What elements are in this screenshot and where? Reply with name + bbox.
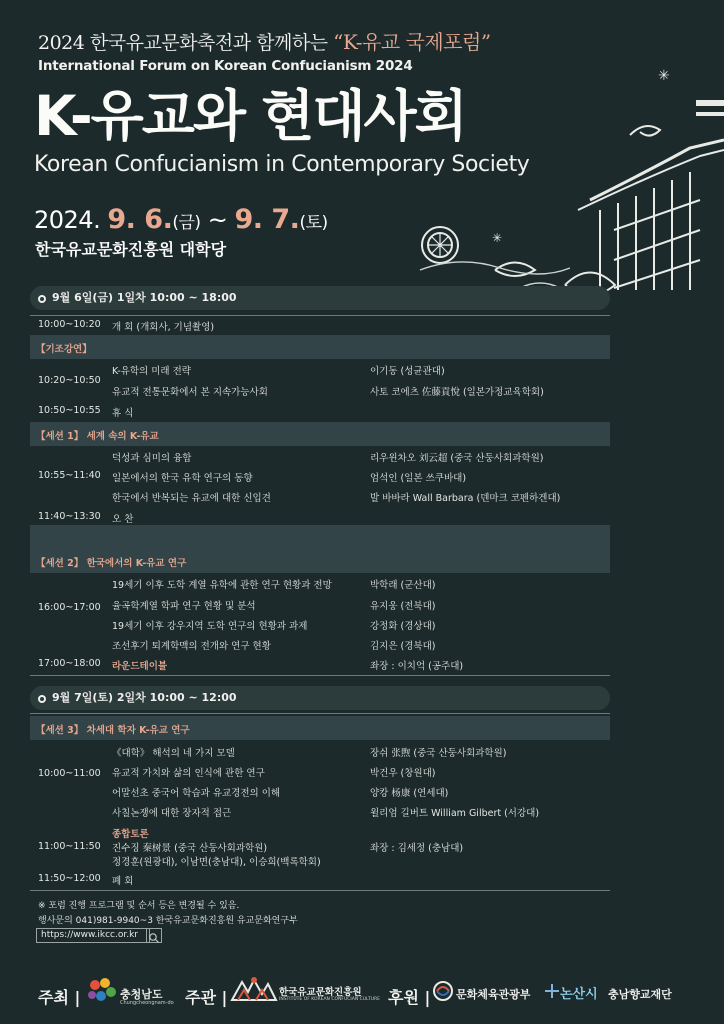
forum-english-title: International Forum on Korean Confucianism 2024 (38, 58, 413, 74)
session3-4-title: 사칠논쟁에 대한 장자적 접근 (112, 808, 232, 819)
session3-time: 10:00~11:00 (38, 768, 101, 779)
session3-header: 【세션 3】 차세대 학자 K-유교 연구 (36, 725, 190, 736)
host-org: 충청남도 (120, 988, 163, 1001)
session3-2-speaker: 박건우 (창원대) (370, 768, 436, 779)
keynote-header: 【기조강연】 (36, 344, 92, 355)
website-url[interactable]: https://www.ikcc.or.kr (36, 928, 150, 943)
session3-3-title: 어말선초 중국어 학습과 유교경전의 이해 (112, 788, 281, 799)
session1-header: 【세션 1】 세계 속의 K-유교 (36, 431, 159, 442)
session2-2-speaker: 유지웅 (전북대) (370, 601, 436, 612)
sponsor-hyanggyo: 충남향교재단 (608, 988, 672, 1001)
venue: 한국유교문화진흥원 대학당 (35, 240, 227, 259)
host-label: 주최 | (38, 988, 81, 1007)
closing-label: 폐 회 (112, 876, 134, 887)
divider (30, 713, 610, 714)
date-separator: ~ (207, 206, 228, 234)
session1-3-speaker: 발 바바라 Wall Barbara (덴마크 코펜하겐대) (370, 493, 561, 504)
session3-2-title: 유교적 가치와 삶의 인식에 관한 연구 (112, 768, 265, 779)
day1-header (30, 286, 610, 310)
date-start-dow: (금) (172, 213, 201, 233)
session1-1-speaker: 리우윈차오 刘云超 (중국 산둥사회과학원) (370, 453, 544, 464)
keynote-time: 10:20~10:50 (38, 375, 101, 386)
lunch-time: 11:40~13:30 (38, 511, 101, 522)
discussion-chair: 좌장 : 김세정 (충남대) (370, 843, 464, 854)
day-marker-icon (38, 295, 46, 303)
day-marker-icon (38, 695, 46, 703)
svg-text:✳: ✳ (492, 231, 503, 245)
roundtable-chair: 좌장 : 이치억 (공주대) (370, 661, 464, 672)
day2-header (30, 686, 610, 710)
session1-2-title: 일본에서의 한국 유학 연구의 동향 (112, 473, 253, 484)
top-title-accent: “K-유교 국제포럼” (333, 30, 491, 54)
day2-label: 9월 7일(토) 2일차 10:00 ~ 12:00 (52, 691, 237, 704)
session2-3-title: 19세기 이후 강우지역 도학 연구의 현황과 과제 (112, 621, 308, 632)
session3-3-speaker: 양캉 杨康 (연세대) (370, 788, 449, 799)
main-title: K-유교와 현대사회 (34, 84, 466, 148)
date-start: 9. 6. (107, 204, 173, 235)
day1-label: 9월 6일(금) 1일차 10:00 ~ 18:00 (52, 291, 237, 304)
session2-4-speaker: 김지은 (경북대) (370, 641, 436, 652)
discussion-time: 11:00~11:50 (38, 841, 101, 852)
roundtable-label: 라운드테이블 (112, 661, 168, 672)
date-end: 9. 7. (234, 204, 300, 235)
session2-1-speaker: 박학래 (군산대) (370, 580, 436, 591)
date-end-dow: (토) (299, 213, 328, 233)
session2-header: 【세션 2】 한국에서의 K-유교 연구 (36, 558, 187, 569)
opening-label: 개 회 (개회사, 기념촬영) (112, 322, 215, 333)
divider (30, 890, 610, 891)
break-time: 10:50~10:55 (38, 405, 101, 416)
ikcc-logo-icon (230, 976, 278, 1004)
host-org-sub: Chungcheongnam-do (120, 1000, 174, 1006)
svg-text:✳: ✳ (658, 68, 670, 84)
chungnam-logo-icon (85, 975, 119, 1005)
sponsor-label: 후원 | (388, 988, 431, 1007)
sponsor-mcst: 문화체육관광부 (456, 988, 531, 1001)
discussion-line1: 진수징 秦树景 (중국 산둥사회과학원) (112, 843, 268, 854)
session2-4-title: 조선후기 퇴계학맥의 전개와 연구 현황 (112, 641, 271, 652)
search-icon[interactable] (146, 928, 162, 943)
session2-2-title: 율곡학계열 학파 연구 현황 및 분석 (112, 601, 256, 612)
session1-3-title: 한국에서 반복되는 유교에 대한 신입견 (112, 493, 271, 504)
discussion-line2: 정경훈(원광대), 이남면(충남대), 이승희(백록학회) (112, 857, 321, 868)
note-change: ※ 포럼 진행 프로그램 및 순서 등은 변경될 수 있음. (38, 901, 240, 911)
organizer-org: 한국유교문화진흥원 (279, 987, 362, 998)
keynote-2-speaker: 사토 코에츠 佐藤貢悅 (일본가정교육학회) (370, 387, 544, 398)
keynote-2-title: 유교적 전통문화에서 본 지속가능사회 (112, 387, 268, 398)
keynote-1-speaker: 이기동 (성균관대) (370, 366, 445, 377)
break-label: 휴 식 (112, 408, 134, 419)
session2-1-title: 19세기 이후 도학 계열 유학에 관한 연구 현황과 전망 (112, 580, 332, 591)
top-title (38, 26, 491, 55)
organizer-org-sub: INSTITUTE OF KOREAN CONFUCIAN CULTURE (279, 997, 380, 1002)
mcst-logo-icon (432, 980, 454, 1002)
date-year: 2024. (34, 206, 101, 234)
event-dates (34, 204, 328, 235)
session1-2-speaker: 엄석인 (일본 쓰쿠바대) (370, 473, 467, 484)
roundtable-time: 17:00~18:00 (38, 658, 101, 669)
session1-1-title: 덕성과 심미의 융합 (112, 453, 192, 464)
session3-1-speaker: 장쉬 张煦 (중국 산둥사회과학원) (370, 748, 507, 759)
note-contact: 행사문의 041)981-9940~3 한국유교문화진흥원 유교문화연구부 (38, 916, 298, 926)
divider (30, 675, 610, 676)
nonsan-logo-icon (543, 982, 561, 1000)
session3-4-speaker: 윌리엄 길버트 William Gilbert (서강대) (370, 808, 540, 819)
session2-time: 16:00~17:00 (38, 602, 101, 613)
discussion-header: 종합토론 (112, 829, 149, 840)
divider (30, 315, 610, 316)
organizer-label: 주관 | (185, 988, 228, 1007)
opening-time: 10:00~10:20 (38, 319, 101, 330)
top-title-prefix: 2024 한국유교문화축전과 함께하는 (38, 32, 328, 54)
keynote-1-title: K-유학의 미래 전략 (112, 366, 191, 377)
sponsor-nonsan: 논산시 (560, 987, 598, 1002)
closing-time: 11:50~12:00 (38, 873, 101, 884)
session3-1-title: 《대학》 해석의 네 가지 모델 (112, 748, 235, 759)
keynote-band (30, 335, 610, 359)
lunch-label: 오 찬 (112, 514, 134, 525)
hanok-illustration (400, 60, 724, 320)
sub-title: Korean Confucianism in Contemporary Society (34, 152, 530, 177)
session1-time: 10:55~11:40 (38, 470, 101, 481)
session2-3-speaker: 강정화 (경상대) (370, 621, 436, 632)
separator-band (30, 525, 610, 549)
